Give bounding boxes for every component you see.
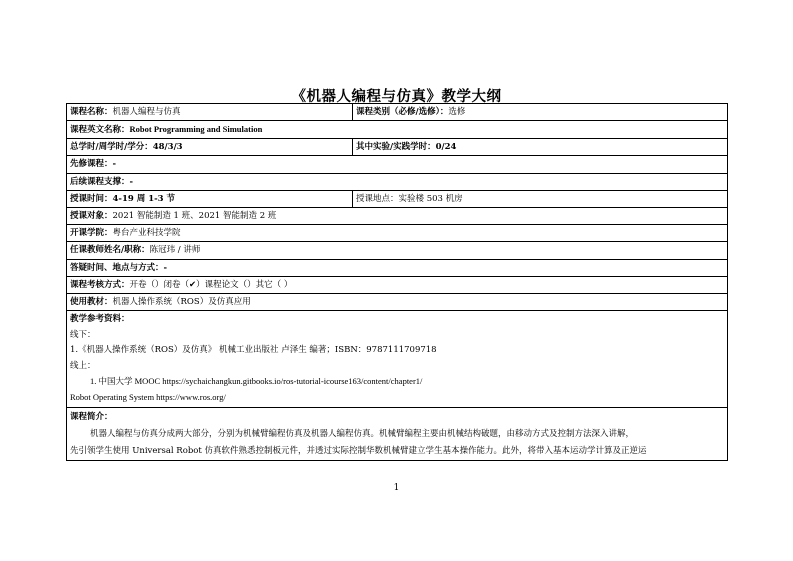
course-category-label: 课程类别（必修/选修）： — [356, 107, 449, 118]
row-assessment — [67, 276, 728, 293]
intro-line-2: 先引领学生使用 Universal Robot 仿真软件熟悉控制板元件，并透过实际控制华数机械臂建立学生基本操作能力。此外，将带入基本运动学计算及正逆运 — [70, 445, 647, 456]
assessment-label: 课程考核方式： — [70, 279, 130, 290]
textbook-value: 机器人操作系统（ROS）及仿真应用 — [112, 296, 251, 307]
references-online-label: 线上： — [70, 360, 96, 371]
hours-value: 48/3/3 — [152, 142, 183, 153]
audience-value: 2021 智能制造 1 班、2021 智能制造 2 班 — [112, 211, 277, 222]
intro-line-1: 机器人编程与仿真分成两大部分，分别为机械臂编程仿真及机器人编程仿真。机械臂编程主要由机械结构破题，由移动方式及控制方法深入讲解， — [90, 428, 635, 439]
row-hours — [67, 139, 728, 156]
hours-label: 总学时/周学时/学分： — [70, 142, 153, 153]
row-audience — [67, 207, 728, 224]
row-prerequisite — [67, 156, 728, 173]
document-title: 《机器人编程与仿真》教学大纲 — [291, 88, 502, 105]
references-offline-item: 1.《机器人操作系统（ROS）及仿真》 机械工业出版社 卢泽生 编著；ISBN：9787111709718 — [70, 345, 437, 356]
row-course-name — [67, 104, 728, 121]
row-intro — [67, 407, 728, 460]
course-category-cell — [353, 104, 728, 121]
page-number: 1 — [393, 483, 400, 493]
row-references — [67, 311, 728, 408]
references-cell — [67, 311, 728, 408]
references-online-item-2: Robot Operating System https://www.ros.org/ — [70, 392, 226, 403]
location-value: 实验楼 503 机房 — [398, 193, 463, 204]
row-follow-up — [67, 173, 728, 190]
course-name-value: 机器人编程与仿真 — [112, 107, 181, 118]
location-label: 授课地点： — [356, 193, 399, 204]
row-teacher — [67, 242, 728, 259]
textbook-cell — [67, 293, 728, 310]
syllabus-table — [66, 103, 728, 461]
lab-hours-value: 0/24 — [435, 142, 457, 153]
course-english-value: Robot Programming and Simulation — [129, 124, 263, 135]
office-hours-label: 答疑时间、地点与方式： — [70, 262, 164, 273]
prerequisite-value: - — [112, 159, 117, 170]
college-label: 开课学院： — [70, 228, 113, 239]
lab-hours-cell — [353, 139, 728, 156]
college-cell — [67, 225, 728, 242]
course-category-value: 选修 — [448, 107, 466, 118]
row-textbook — [67, 293, 728, 310]
office-hours-cell — [67, 259, 728, 276]
references-label: 教学参考资料： — [70, 314, 130, 325]
course-name-label: 课程名称： — [70, 107, 113, 118]
row-course-english — [67, 121, 728, 139]
assessment-value: 开卷（）闭卷（✔）课程论文（）其它（ ） — [129, 279, 293, 290]
prerequisite-cell — [67, 156, 728, 173]
references-online-item: 1. 中国大学 MOOC https://sychaichangkun.gitbooks.io/ros-tutorial-icourse163/content/chapter1/ — [90, 376, 423, 387]
references-offline-label: 线下： — [70, 329, 96, 340]
lab-hours-label: 其中实验/实践学时： — [356, 142, 436, 153]
teacher-value: 陈冠玮 / 讲师 — [149, 245, 201, 256]
teaching-time-cell — [67, 190, 353, 207]
prerequisite-label: 先修课程： — [70, 159, 113, 170]
location-cell — [353, 190, 728, 207]
college-value: 粤台产业科技学院 — [112, 228, 181, 239]
teaching-time-value: 4-19 周 1-3 节 — [112, 193, 176, 204]
intro-label: 课程简介： — [70, 411, 113, 422]
teaching-time-label: 授课时间： — [70, 193, 113, 204]
assessment-cell — [67, 276, 728, 293]
audience-cell — [67, 207, 728, 224]
teacher-label: 任课教师姓名/职称： — [70, 245, 150, 256]
course-english-cell — [67, 121, 728, 139]
follow-up-cell — [67, 173, 728, 190]
row-office-hours — [67, 259, 728, 276]
row-teaching-time — [67, 190, 728, 207]
row-college — [67, 225, 728, 242]
teacher-cell — [67, 242, 728, 259]
course-english-label: 课程英文名称： — [70, 125, 130, 136]
course-name-cell — [67, 104, 353, 121]
office-hours-value: - — [163, 262, 168, 273]
follow-up-label: 后续课程支撑： — [70, 176, 130, 187]
textbook-label: 使用教材： — [70, 296, 113, 307]
hours-cell — [67, 139, 353, 156]
audience-label: 授课对象： — [70, 211, 113, 222]
follow-up-value: - — [129, 176, 134, 187]
intro-cell — [67, 407, 728, 460]
